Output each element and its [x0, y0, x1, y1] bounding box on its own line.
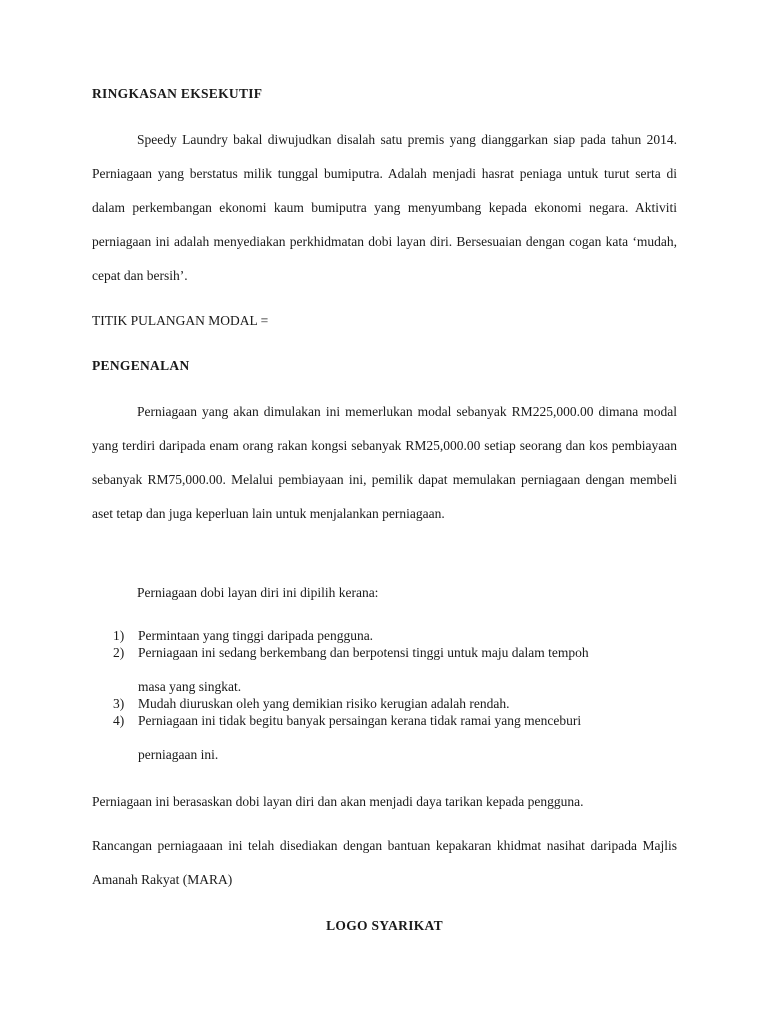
list-item-number: 2) — [113, 645, 125, 660]
basis-paragraph: Perniagaan ini berasaskan dobi layan diri dan akan menjadi daya tarikan kepada pengguna. — [92, 794, 584, 809]
list-item-text: perniagaan ini. — [138, 747, 219, 762]
list-item-text: Perniagaan ini sedang berkembang dan berpotensi tinggi untuk maju dalam tempoh — [138, 645, 589, 660]
exec-summary-paragraph: Speedy Laundry bakal diwujudkan disalah satu premis yang dianggarkan siap pada tahun 2014. Perniagaan yang berstatus milik tunggal bumiputra. Adalah menjadi hasrat peniaga untuk turut serta di dalam perkembangan ekonomi kaum bumiputra yang menyumbang kepada ekonomi negara. Aktiviti perniagaan ini adalah menyediakan perkhidmatan dobi layan diri. Bersesuaian dengan cogan kata ‘mudah, cepat dan bersih’. — [92, 132, 677, 283]
payback-label: TITIK PULANGAN MODAL = — [92, 313, 269, 328]
introduction-paragraph: Perniagaan yang akan dimulakan ini memerlukan modal sebanyak RM225,000.00 dimana modal yang terdiri daripada enam orang rakan kongsi sebanyak RM25,000.00 setiap seorang dan kos pembiayaan sebanyak RM75,000.00. Melalui pembiayaan ini, pemilik dapat memulakan perniagaan dengan membeli aset tetap dan juga keperluan lain untuk menjalankan perniagaan. — [92, 404, 677, 521]
list-item-number: 4) — [113, 713, 125, 728]
list-item-text: Mudah diuruskan oleh yang demikian risiko kerugian adalah rendah. — [138, 696, 510, 711]
list-item-number: 1) — [113, 628, 125, 643]
reasons-intro: Perniagaan dobi layan diri ini dipilih kerana: — [137, 585, 379, 600]
logo-heading: LOGO SYARIKAT — [326, 918, 443, 933]
list-item-text: Permintaan yang tinggi daripada pengguna. — [138, 628, 374, 643]
list-item-text: Perniagaan ini tidak begitu banyak persaingan kerana tidak ramai yang menceburi — [138, 713, 582, 728]
advice-paragraph: Rancangan perniagaaan ini telah disediakan dengan bantuan kepakaran khidmat nasihat daripada Majlis Amanah Rakyat (MARA) — [92, 838, 677, 887]
list-item-text: masa yang singkat. — [138, 679, 242, 694]
introduction-heading: PENGENALAN — [92, 358, 190, 373]
list-item-number: 3) — [113, 696, 125, 711]
exec-summary-heading: RINGKASAN EKSEKUTIF — [92, 86, 263, 101]
